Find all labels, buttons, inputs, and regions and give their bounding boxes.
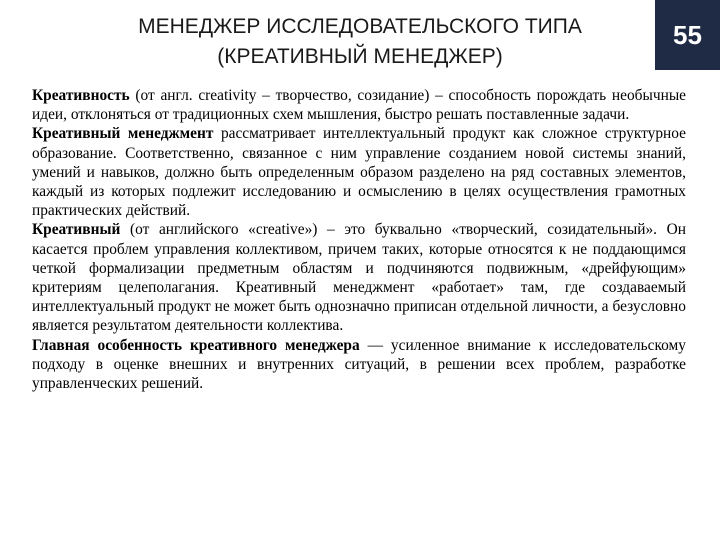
term-creative-management: Креативный менеджмент [32,125,214,143]
paragraph-creative [32,220,686,335]
term-creative: Креативный [32,221,121,239]
term-main-feature: Главная особенность креативного менеджера [32,336,360,354]
definition-creative-management: рассматривает интеллектуальный продукт как сложное структурное образование. Соответственно, связанное с ним управление созданием новой системы знаний, умений и навыков, должно быть определенным образом разделено на ряд составных элементов, каждый из которых подлежит исследованию и осмыслению в целях осуществления грамотных практических действий. [32,125,686,220]
paragraph-creativity [32,86,686,124]
slide-title-line-2: (КРЕАТИВНЫЙ МЕНЕДЖЕР) [217,45,503,68]
slide-title-line-1: МЕНЕДЖЕР ИССЛЕДОВАТЕЛЬСКОГО ТИПА [138,15,582,38]
definition-creative: (от английского «creative») – это буквально «творческий, созидательный». Он касается проблем управления коллективом, причем таких, которые относятся к не поддающимся четкой формализации предметным областям и подчиняются подвижным, «дрейфующим» критериям целеполагания. Креативный менеджмент «работает» там, где создаваемый интеллектуальный продукт не может быть однозначно приписан отдельной личности, а безусловно является результатом деятельности коллектива. [32,221,686,335]
paragraph-main-feature [32,336,686,394]
slide-title [70,12,650,72]
page-number-badge: 55 [655,0,720,70]
definition-creativity: (от англ. creativity – творчество, созидание) – способность порождать необычные идеи, отклоняться от традиционных схем мышления, быстро решать поставленные задачи. [32,87,686,124]
paragraph-creative-management [32,124,686,220]
term-creativity: Креативность [32,87,130,104]
definition-main-feature: — усиленное внимание к исследовательскому подходу в оценке внешних и внутренних ситуаций, в решении всех проблем, разработке управленческих решений. [32,336,686,393]
slide-body [32,86,686,393]
